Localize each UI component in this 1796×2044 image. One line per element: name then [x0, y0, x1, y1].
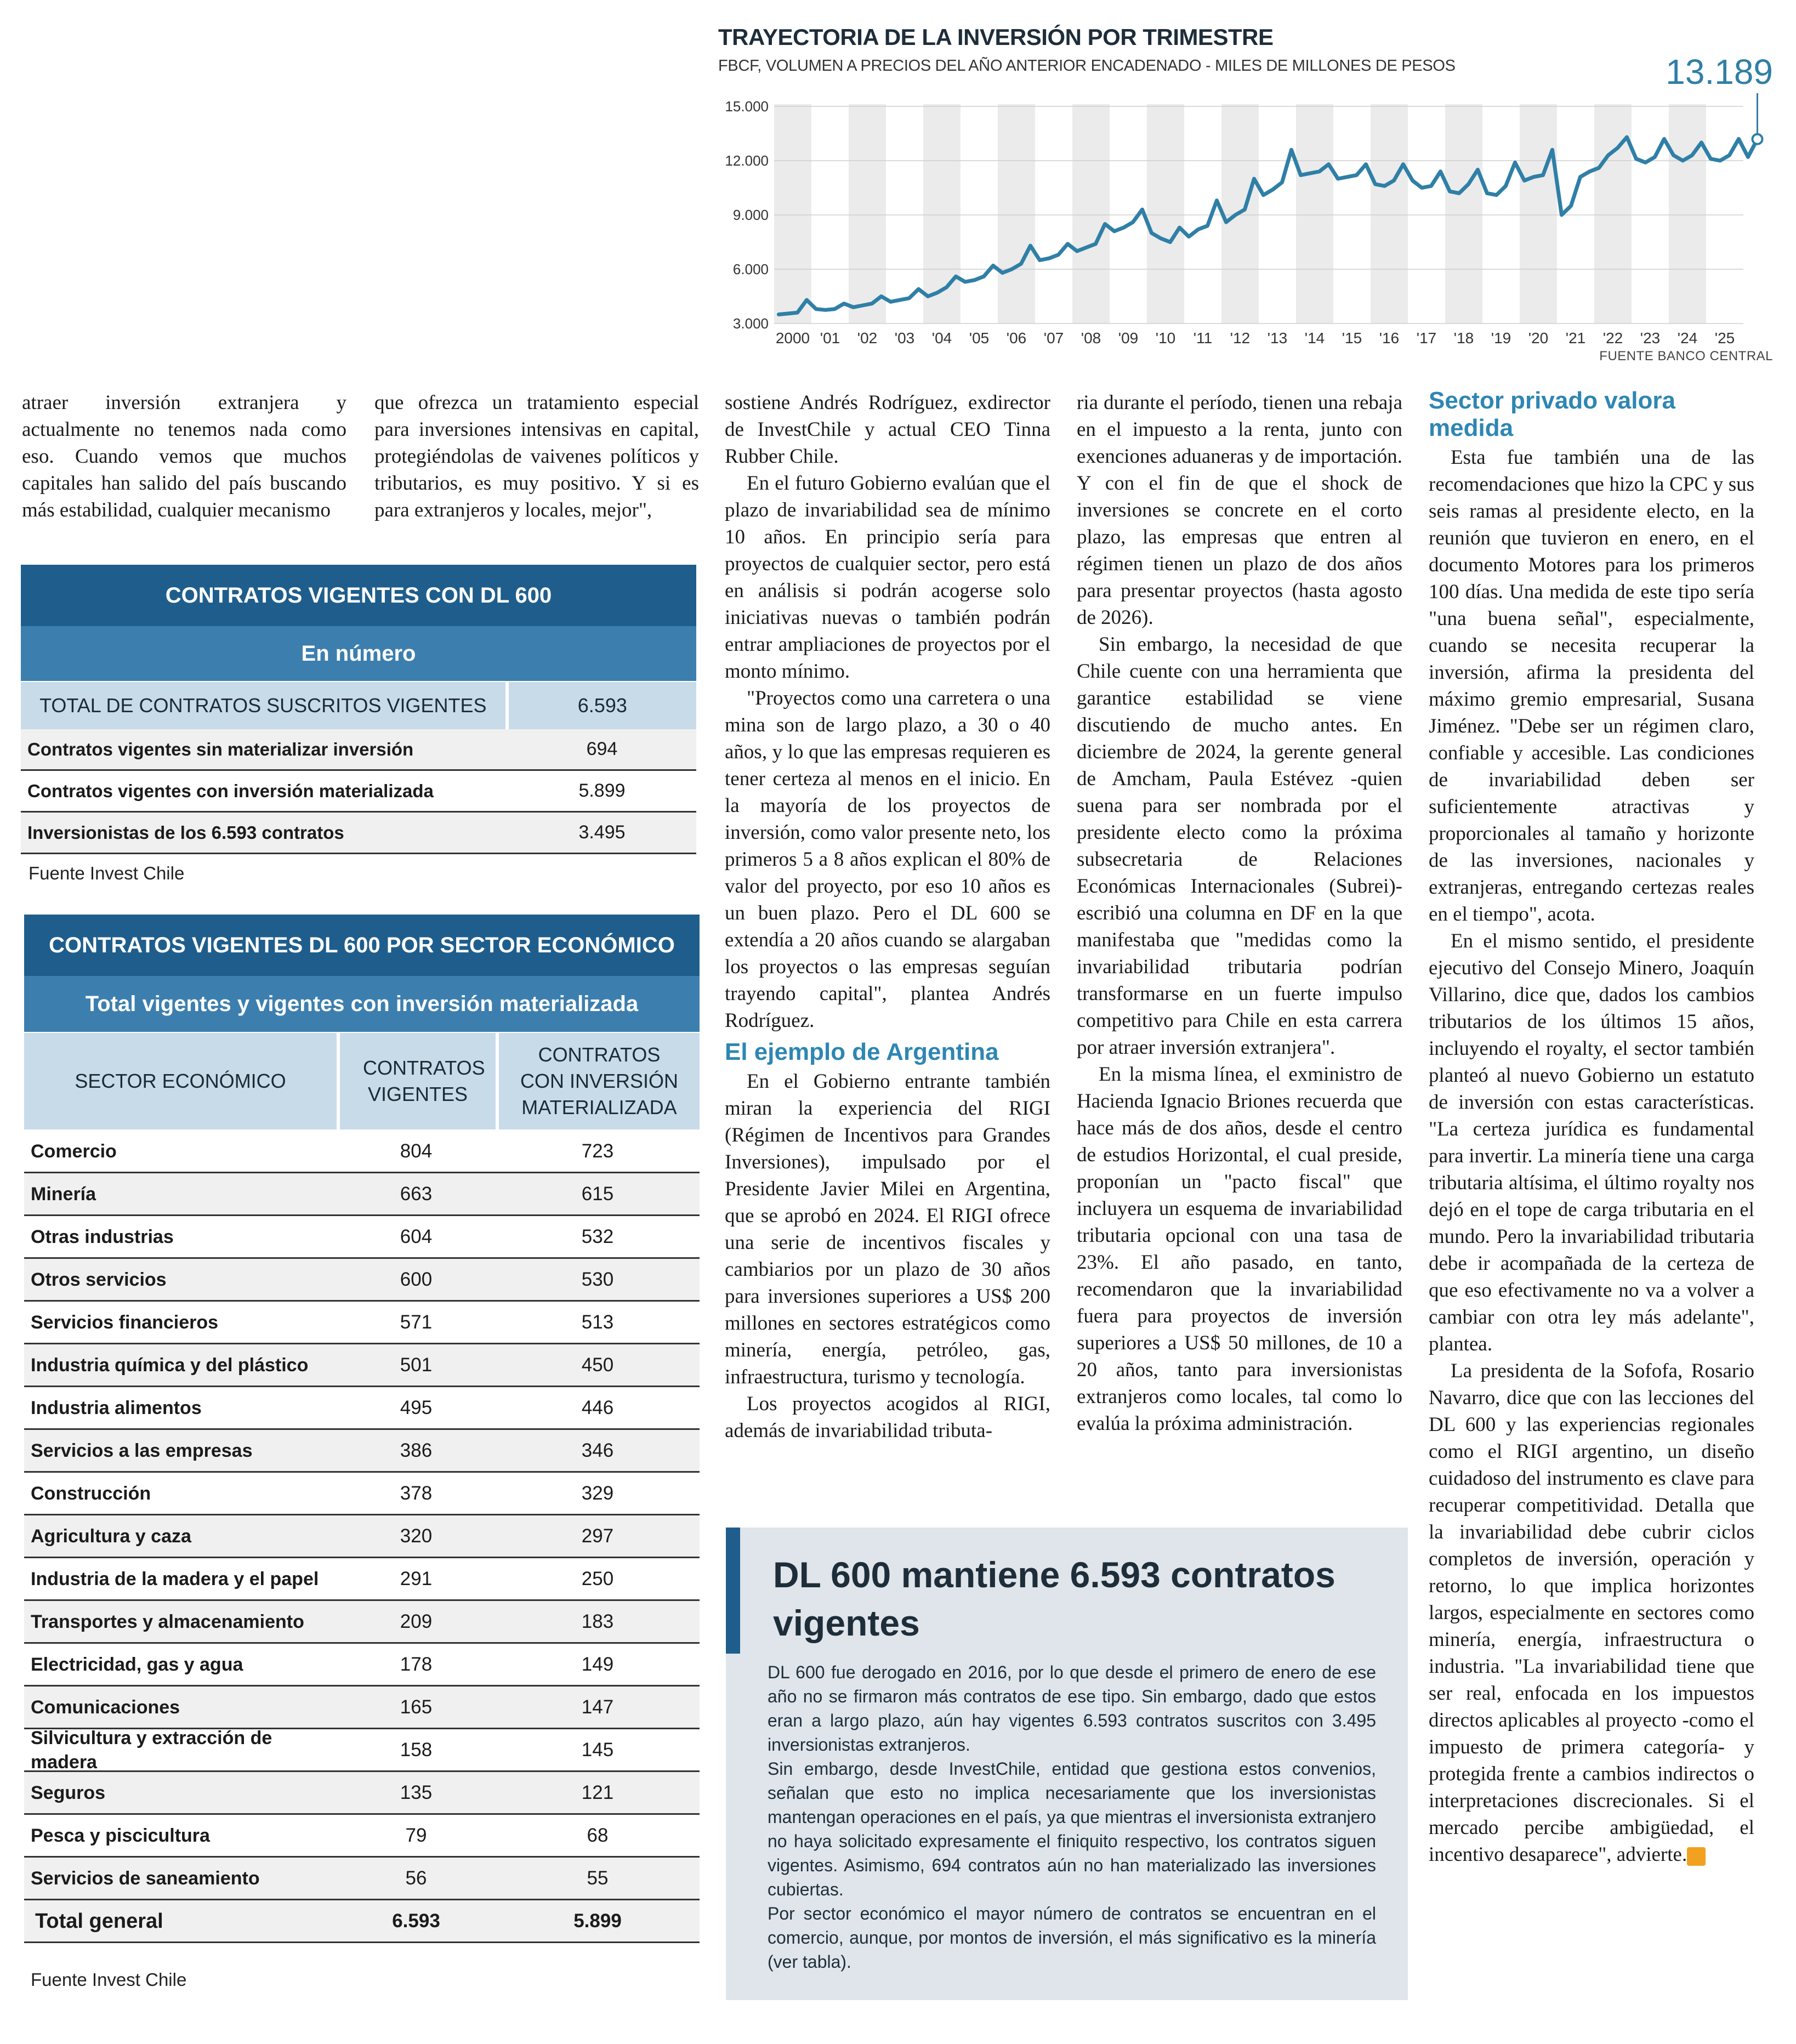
year-band: [1669, 104, 1706, 323]
table2-header-materializada-text: CONTRATOS CON INVERSIÓN MATERIALIZADA: [520, 1043, 679, 1118]
table2-sector: Industria alimentos: [31, 1397, 202, 1418]
x-tick-label: '19: [1491, 330, 1511, 347]
x-tick-label: '12: [1230, 330, 1251, 347]
x-tick-label: '09: [1118, 330, 1139, 347]
x-tick-label: '22: [1602, 330, 1623, 347]
table1-row-value: 694: [508, 729, 696, 769]
box-paragraph: DL 600 fue derogado en 2016, por lo que desde el primero de enero de ese año no se firmaron más contratos de ese tipo. Sin embargo, dado que estos eran a largo plazo, aún hay vigentes 6.593 contratos suscritos con 3.495 inversionistas extranjeros.: [768, 1662, 1376, 1755]
table2-materializada: 446: [581, 1396, 614, 1418]
x-tick-label: '16: [1379, 330, 1400, 347]
table2-header-vigentes-text: CONTRATOS VIGENTES: [363, 1057, 485, 1105]
article-paragraph: sostiene Andrés Rodríguez, exdirector de InvestChile y actual CEO Tinna Rubber Chile.: [725, 391, 1050, 468]
table2-vigentes: 209: [337, 1601, 496, 1642]
table2-materializada: 68: [587, 1824, 609, 1846]
article-paragraph: [1429, 1358, 1754, 1868]
table2-materializada: 121: [496, 1772, 700, 1813]
x-tick-label: '24: [1677, 330, 1698, 347]
table-row: [24, 1644, 700, 1687]
year-band: [849, 104, 886, 323]
table2-sector: Pesca y piscicultura: [31, 1825, 210, 1846]
table1-row-label: Inversionistas de los 6.593 contratos: [21, 813, 508, 853]
x-tick-label: '14: [1304, 330, 1325, 347]
table-row: [24, 1430, 700, 1473]
table2-sector: Servicios de saneamiento: [24, 1858, 337, 1899]
table2-vigentes: 604: [400, 1225, 433, 1247]
x-tick-label: '02: [857, 330, 878, 347]
table2-vigentes: 56: [337, 1858, 496, 1899]
table2-materializada: 532: [581, 1225, 614, 1247]
table2-sector: Otros servicios: [24, 1259, 337, 1300]
table2-sector: Industria de la madera y el papel: [31, 1568, 319, 1589]
year-band: [1072, 104, 1110, 323]
table2-header-sector: SECTOR ECONÓMICO: [24, 1033, 337, 1129]
last-point-marker: [1753, 134, 1763, 144]
article-paragraph: atraer inversión extranjera y actualmente no tenemos nada como eso. Cuando vemos que muchos capitales han salido del país buscando más estabilidad, cualquier mecanismo: [22, 391, 346, 521]
x-tick-label: '03: [894, 330, 915, 347]
table2-vigentes: 386: [337, 1430, 496, 1471]
table2-materializada: 147: [496, 1687, 700, 1728]
table2-sector: Total general: [24, 1900, 337, 1941]
table2-materializada: 5.899: [496, 1900, 700, 1941]
article-column-4: [1077, 389, 1402, 1437]
table2-vigentes: 495: [400, 1396, 433, 1418]
x-tick-label: '01: [820, 330, 840, 347]
table2-source: Fuente Invest Chile: [31, 1969, 187, 1990]
box-title: DL 600 mantiene 6.593 contratos vigentes: [773, 1554, 1335, 1643]
table2-subtitle: Total vigentes y vigentes con inversión materializada: [24, 976, 700, 1032]
x-tick-label: 2000: [775, 330, 810, 347]
table1-total-label: TOTAL DE CONTRATOS SUSCRITOS VIGENTES: [21, 682, 505, 729]
article-paragraph: Esta fue también una de las recomendaciones que hizo la CPC y sus seis ramas al presidente electo, en la reunión que tuvieron en enero, en el documento Motores para los primeros 100 días. Una medida de este tipo sería "una buena señal", especialmente, cuando se necesita recuperar la inversión, afirma la presidenta del máximo gremio empresarial, Susana Jiménez. "Debe ser un régimen claro, confiable y accesible. Las condiciones de invariabilidad deben ser suficientemente atractivas y proporcionales al tamaño y horizonte de las inversiones, nacionales y extranjeras, entregando certezas reales en el tiempo", acota.: [1429, 446, 1754, 926]
table2-sector: Comunicaciones: [24, 1687, 337, 1728]
article-column-3: [725, 389, 1050, 1444]
table2-vigentes: 320: [337, 1515, 496, 1557]
table2-materializada: 723: [581, 1140, 614, 1162]
article-column-2: [374, 389, 699, 524]
investment-chart: [713, 16, 1776, 367]
end-mark-icon: S: [1687, 1847, 1706, 1866]
x-tick-label: '10: [1155, 330, 1176, 347]
table1-source: Fuente Invest Chile: [29, 863, 185, 883]
table-row: [24, 1815, 700, 1858]
table1-title: CONTRATOS VIGENTES CON DL 600: [21, 565, 696, 626]
table1-row-value: 3.495: [508, 813, 696, 853]
table2-materializada: 530: [496, 1259, 700, 1300]
box-paragraph: Sin embargo, desde InvestChile, entidad que gestiona estos convenios, señalan que esto no implica necesariamente que los inversionistas mantengan operaciones en el país, ya que mientras el inversionista extranjero no haya solicitado expresamente el finiquito respectivo, los contratos siguen vigentes. Asimismo, 694 contratos aún no han materializado las inversiones cubiertas.: [768, 1759, 1376, 1899]
box-accent-bar: [726, 1528, 740, 1654]
table2-materializada: 297: [496, 1515, 700, 1557]
section-heading-argentina: El ejemplo de Argentina: [725, 1038, 999, 1065]
y-tick-label: 15.000: [725, 98, 769, 115]
table-row: [21, 771, 696, 813]
x-tick-label: '06: [1006, 330, 1027, 347]
table2-vigentes: 663: [337, 1173, 496, 1214]
table2-sector: Electricidad, gas y agua: [31, 1654, 243, 1675]
year-band: [1296, 104, 1333, 323]
table2-sector: Silvicultura y extracción de madera: [31, 1727, 272, 1773]
article-paragraph-text: La presidenta de la Sofofa, Rosario Navarro, dice que con las lecciones del DL 600 y las experiencias regionales como el RIGI argentino, un diseño cuidadoso del instrumento es clave para recuperar competitividad. Detalla que la invariabilidad debe cubrir ciclos completos de inversión, operación y retorno, lo que implica horizontes largos, especialmente en sectores como minería, energía, infraestructura o industria. "La invariabilidad tiene que ser real, enfocada en los impuestos directos aplicables al proyecto -como el impuesto de primera categoría- y protegida frente a cambios indirectos o interpretaciones discrecionales. Si el mercado percibe ambigüedad, el incentivo desaparece", advierte.: [1429, 1360, 1754, 1866]
article-paragraph: ria durante el período, tienen una rebaja en el impuesto a la renta, junto con exenciones aduaneras y de importación. Y con el fin de que el shock de inversiones se concrete en el corto plazo, las empresas que entren al régimen tienen un plazo de dos años para presentar proyectos (hasta agosto de 2026).: [1077, 391, 1402, 629]
table2-vigentes: 178: [400, 1653, 433, 1675]
table2-sector: Industria química y del plástico: [24, 1344, 337, 1386]
x-tick-label: '04: [931, 330, 952, 347]
table2-sector: Agricultura y caza: [24, 1515, 337, 1557]
table2-sector: Transportes y almacenamiento: [24, 1601, 337, 1642]
section-heading-sector-privado: Sector privado valora medida: [1429, 387, 1675, 441]
article-paragraph: En la misma línea, el exministro de Hacienda Ignacio Briones recuerda que hace más de dos años, desde el centro de estudios Horizontal, el cual preside, proponían un "pacto fiscal" que incluyera un esquema de invariabilidad tributaria opcional con una tasa de 23%. El año pasado, en tanto, recomendaron que la invariabilidad fuera para proyectos de inversión superiores a US$ 50 millones, de 10 a 20 años, tanto para inversionistas extranjeros como locales, tal como lo evalúa la próxima administración.: [1077, 1063, 1402, 1435]
table2-materializada: 329: [581, 1482, 614, 1504]
article-paragraph: que ofrezca un tratamiento especial para inversiones intensivas en capital, protegiéndolas de vaivenes políticos y tributarios, es muy positivo. Y si es para extranjeros y locales, mejor",: [374, 391, 699, 521]
table2-vigentes: 6.593: [337, 1900, 496, 1941]
chart-title: TRAYECTORIA DE LA INVERSIÓN POR TRIMESTRE: [718, 24, 1274, 50]
x-tick-label: '17: [1416, 330, 1437, 347]
table2-vigentes: 571: [400, 1311, 433, 1333]
table2-vigentes: 291: [400, 1568, 433, 1589]
table1-subtitle: En número: [21, 626, 696, 681]
table-row: [24, 1729, 700, 1772]
article-paragraph: En el Gobierno entrante también miran la experiencia del RIGI (Régimen de Incentivos para Grandes Inversiones), impulsado por el Presidente Javier Milei en Argentina, que se aprobó en 2024. El RIGI ofrece una serie de incentivos fiscales y cambiarios por un plazo de 30 años para inversiones superiores a US$ 200 millones en sectores estratégicos como minería, energía, petróleo, gas, infraestructura, turismo y tecnología.: [725, 1070, 1050, 1388]
x-tick-label: '13: [1267, 330, 1288, 347]
year-band: [1520, 104, 1557, 323]
table-row: [24, 1558, 700, 1601]
article-column-1: [22, 389, 346, 524]
table-row: [24, 1772, 700, 1815]
x-tick-label: '18: [1453, 330, 1474, 347]
table2-vigentes: 600: [337, 1259, 496, 1300]
box-body: [768, 1660, 1376, 1974]
table-row: [24, 1687, 700, 1729]
table2-materializada: 450: [496, 1344, 700, 1386]
table-row: [24, 1302, 700, 1344]
table2-materializada: 145: [581, 1739, 614, 1761]
table2-column-headers: [24, 1033, 700, 1129]
x-tick-label: '25: [1714, 330, 1735, 347]
table2-header-vigentes: [340, 1033, 496, 1129]
year-band: [1147, 104, 1184, 323]
table2-sector: Construcción: [31, 1483, 151, 1504]
table-row: [24, 1216, 700, 1259]
year-band: [1445, 104, 1482, 323]
table2-title: CONTRATOS VIGENTES DL 600 POR SECTOR ECONÓMICO: [24, 915, 700, 976]
table2-sector: Servicios financieros: [31, 1311, 219, 1333]
table2-vigentes: 804: [400, 1140, 433, 1162]
table1-total-row: [21, 682, 696, 729]
table-row: [24, 1259, 700, 1302]
table-row: [24, 1173, 700, 1216]
article-paragraph: En el mismo sentido, el presidente ejecutivo del Consejo Minero, Joaquín Villarino, dice que, dados los cambios tributarios de los últimos 15 años, incluyendo el royalty, el sector también planteó al nuevo Gobierno un estatuto de inversión con estas características. "La certeza jurídica es fundamental para invertir. La minería tiene una carga tributaria altísima, el último royalty nos dejó en el tope de carga tributaria en el mundo. Pero la invariabilidad tributaria debe ir acompañada de la certeza de que eso efectivamente no va a volver a cambiar con otra ley más adelante", plantea.: [1429, 930, 1754, 1355]
x-tick-label: '08: [1081, 330, 1101, 347]
table2-header-materializada: [499, 1033, 700, 1129]
table-row: [24, 1387, 700, 1430]
article-paragraph: "Proyectos como una carretera o una mina son de largo plazo, a 30 o 40 años, y lo que las empresas requieren es tener certeza al menos en el inicio. En la mayoría de los proyectos de inversión, como valor presente neto, los primeros 5 a 8 años explican el 80% de valor del proyecto, por eso 10 años es un buen plazo. Pero el DL 600 se extendía a 20 años cuando se alargaban los proyectos o las empresas seguían trayendo capital", plantea Andrés Rodríguez.: [725, 687, 1050, 1032]
chart-last-value: 13.189: [1666, 52, 1773, 92]
table2-materializada: 615: [496, 1173, 700, 1214]
y-tick-label: 3.000: [732, 315, 769, 332]
chart-subtitle: FBCF, VOLUMEN A PRECIOS DEL AÑO ANTERIOR ENCADENADO - MILES DE MILLONES DE PESOS: [718, 57, 1456, 75]
table-row: [24, 1473, 700, 1515]
table-row: [24, 1131, 700, 1173]
table2-vigentes: 158: [400, 1739, 433, 1761]
table2-sector: Servicios a las empresas: [24, 1430, 337, 1471]
table-row: [24, 1515, 700, 1558]
table-row: [24, 1858, 700, 1900]
article-paragraph: Los proyectos acogidos al RIGI, además de invariabilidad tributa-: [725, 1393, 1050, 1442]
table2-sector: Comercio: [31, 1140, 117, 1162]
table2-materializada: 250: [581, 1568, 614, 1589]
article-paragraph: En el futuro Gobierno evalúan que el plazo de invariabilidad sea de mínimo 10 años. En principio sería para proyectos de cualquier sector, pero está en análisis si podrán acogerse solo iniciativas nuevas o también podrán entrar ampliaciones de proyectos por el monto mínimo.: [725, 472, 1050, 683]
x-tick-label: '21: [1565, 330, 1586, 347]
table-row: [21, 729, 696, 771]
table2-materializada: 183: [496, 1601, 700, 1642]
year-band: [774, 104, 811, 323]
x-tick-label: '23: [1640, 330, 1661, 347]
table-row: [21, 813, 696, 854]
y-tick-label: 9.000: [732, 207, 769, 223]
table1-row-value: 5.899: [578, 780, 626, 801]
table2-sector: Otras industrias: [31, 1226, 174, 1247]
table2-total-row: [24, 1900, 700, 1943]
x-tick-label: '07: [1043, 330, 1064, 347]
table2-vigentes: 501: [337, 1344, 496, 1386]
chart-plot: [713, 16, 1776, 367]
table-row: [24, 1601, 700, 1644]
x-tick-label: '15: [1342, 330, 1362, 347]
table2-sector: Seguros: [24, 1772, 337, 1813]
table1-row-label: Contratos vigentes sin materializar inversión: [21, 729, 508, 769]
year-band: [998, 104, 1035, 323]
year-band: [1371, 104, 1408, 323]
y-tick-label: 6.000: [732, 261, 769, 277]
table2-materializada: 513: [581, 1311, 614, 1333]
article-column-5: [1429, 389, 1754, 1868]
table2-vigentes: 79: [405, 1824, 427, 1846]
chart-source: FUENTE BANCO CENTRAL: [1599, 349, 1773, 364]
table2-vigentes: 135: [337, 1772, 496, 1813]
table2-materializada: 346: [496, 1430, 700, 1471]
y-tick-label: 12.000: [725, 152, 769, 169]
table1-total-value: 6.593: [509, 682, 696, 729]
sidebar-box: [726, 1528, 1408, 2000]
article-paragraph: Sin embargo, la necesidad de que Chile cuente con una herramienta que garantice estabilidad se viene discutiendo de mucho antes. En diciembre de 2024, la gerente general de Amcham, Paula Estévez -quien suena para ser nombrada por el presidente electo como la próxima subsecretaria de Relaciones Económicas Internacionales (Subrei)- escribió una columna en DF en la que manifestaba que "medidas como la invariabilidad tributaria podrían transformarse en un fuerte impulso competitivo para Chile en esta carrera por atraer inversión extranjera".: [1077, 633, 1402, 1059]
table2-vigentes: 378: [400, 1482, 433, 1504]
table1-row-label: Contratos vigentes con inversión materializada: [21, 771, 508, 811]
table2-materializada: 55: [496, 1858, 700, 1899]
x-tick-label: '05: [969, 330, 990, 347]
table-row: [24, 1344, 700, 1387]
table2-sector: Minería: [24, 1173, 337, 1214]
table2-vigentes: 165: [337, 1687, 496, 1728]
table2-materializada: 149: [581, 1653, 614, 1675]
x-tick-label: '11: [1193, 330, 1213, 347]
box-paragraph: Por sector económico el mayor número de contratos se encuentran en el comercio, aunque, por montos de inversión, el más significativo es la minería (ver tabla).: [768, 1904, 1376, 1972]
x-tick-label: '20: [1528, 330, 1549, 347]
